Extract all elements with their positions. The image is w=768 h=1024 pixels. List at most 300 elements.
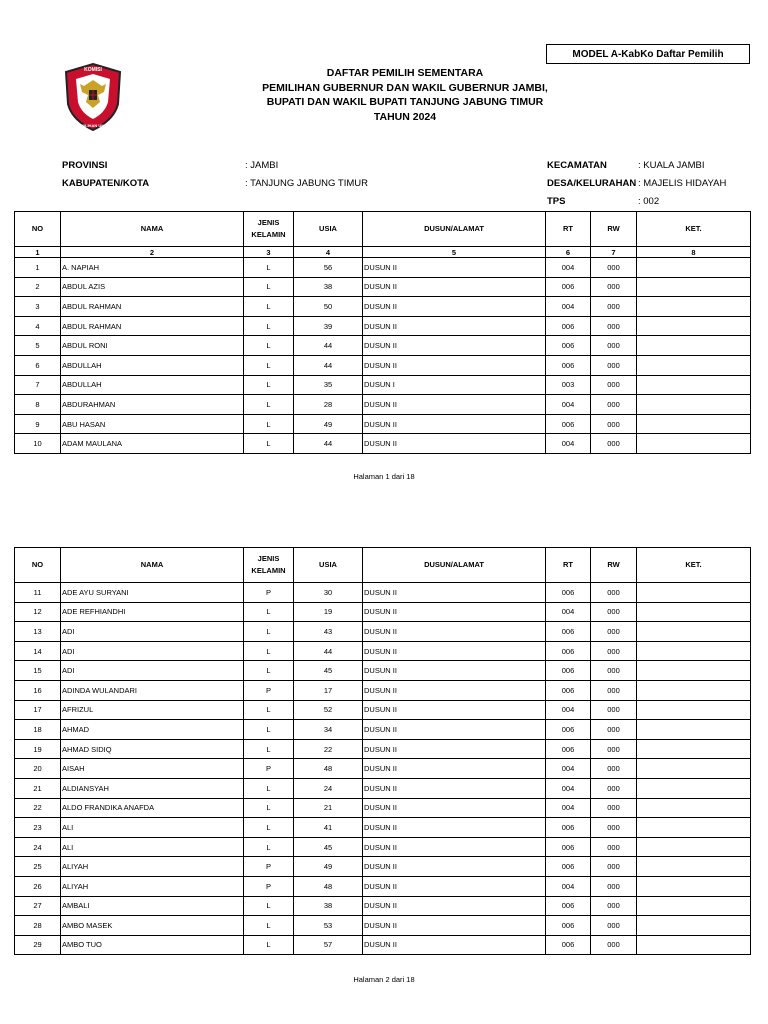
cell-no: 28: [15, 916, 61, 936]
table-row: [15, 414, 751, 434]
cell-rt: 006: [546, 661, 591, 681]
cell-rt: 006: [546, 837, 591, 857]
table-row: [15, 336, 751, 356]
table-row: [15, 837, 751, 857]
kecamatan-label: KECAMATAN: [547, 160, 607, 171]
cell-rw: 000: [591, 857, 637, 877]
table-row: [15, 395, 751, 415]
cell-alamat: DUSUN II: [363, 837, 546, 857]
cell-no: 8: [15, 395, 61, 415]
cell-rt: 006: [546, 720, 591, 740]
cell-rw: 000: [591, 395, 637, 415]
header-usia: USIA: [294, 212, 363, 247]
header-no: NO: [15, 212, 61, 247]
cell-ket: [637, 896, 751, 916]
table-row: [15, 602, 751, 622]
cell-jenis-kelamin: L: [244, 375, 294, 395]
cell-rt: 006: [546, 680, 591, 700]
cell-alamat: DUSUN II: [363, 680, 546, 700]
cell-nama: ABDUL AZIS: [61, 277, 244, 297]
cell-alamat: DUSUN II: [363, 395, 546, 415]
voter-table-page-1: [14, 211, 751, 454]
table-row: [15, 355, 751, 375]
cell-alamat: DUSUN II: [363, 661, 546, 681]
cell-ket: [637, 916, 751, 936]
cell-rw: 000: [591, 759, 637, 779]
cell-no: 13: [15, 622, 61, 642]
cell-no: 10: [15, 434, 61, 454]
cell-rw: 000: [591, 661, 637, 681]
cell-nama: ADI: [61, 661, 244, 681]
cell-rt: 004: [546, 602, 591, 622]
header-nama: NAMA: [61, 548, 244, 583]
cell-usia: 52: [294, 700, 363, 720]
cell-rw: 000: [591, 316, 637, 336]
table-row: [15, 316, 751, 336]
cell-rt: 006: [546, 857, 591, 877]
cell-no: 27: [15, 896, 61, 916]
column-number: 4: [294, 247, 363, 258]
cell-no: 22: [15, 798, 61, 818]
table-row: [15, 641, 751, 661]
header-usia: USIA: [294, 548, 363, 583]
table-row: [15, 857, 751, 877]
cell-nama: AHMAD: [61, 720, 244, 740]
cell-usia: 44: [294, 641, 363, 661]
cell-rw: 000: [591, 297, 637, 317]
table-row: [15, 818, 751, 838]
column-number: 6: [546, 247, 591, 258]
table-row: [15, 896, 751, 916]
cell-nama: ABDULLAH: [61, 375, 244, 395]
cell-ket: [637, 641, 751, 661]
cell-rw: 000: [591, 837, 637, 857]
cell-ket: [637, 395, 751, 415]
cell-jenis-kelamin: L: [244, 297, 294, 317]
cell-rw: 000: [591, 602, 637, 622]
cell-jenis-kelamin: L: [244, 316, 294, 336]
cell-nama: A. NAPIAH: [61, 258, 244, 278]
cell-alamat: DUSUN II: [363, 798, 546, 818]
cell-usia: 44: [294, 355, 363, 375]
header-jk-line1: JENIS: [257, 554, 280, 563]
cell-rw: 000: [591, 355, 637, 375]
cell-nama: ABDULLAH: [61, 355, 244, 375]
table-row: [15, 297, 751, 317]
header-jenis-kelamin: [244, 548, 294, 583]
title-line-2: PEMILIHAN GUBERNUR DAN WAKIL GUBERNUR JAMBI,: [262, 81, 548, 94]
cell-no: 3: [15, 297, 61, 317]
cell-alamat: DUSUN II: [363, 935, 546, 955]
cell-nama: ALIYAH: [61, 857, 244, 877]
cell-ket: [637, 661, 751, 681]
cell-ket: [637, 414, 751, 434]
cell-rt: 006: [546, 935, 591, 955]
cell-rt: 004: [546, 798, 591, 818]
document-title: [230, 66, 580, 124]
cell-rw: 000: [591, 622, 637, 642]
cell-nama: ADE AYU SURYANI: [61, 583, 244, 603]
header-alamat: DUSUN/ALAMAT: [363, 548, 546, 583]
cell-no: 6: [15, 355, 61, 375]
table-row: [15, 622, 751, 642]
cell-no: 15: [15, 661, 61, 681]
header-rw: RW: [591, 548, 637, 583]
cell-nama: ALI: [61, 837, 244, 857]
cell-rt: 006: [546, 641, 591, 661]
cell-alamat: DUSUN II: [363, 720, 546, 740]
cell-jenis-kelamin: L: [244, 336, 294, 356]
cell-alamat: DUSUN II: [363, 414, 546, 434]
cell-rt: 006: [546, 316, 591, 336]
cell-rw: 000: [591, 720, 637, 740]
cell-ket: [637, 336, 751, 356]
table-row: [15, 258, 751, 278]
kabupaten-label: KABUPATEN/KOTA: [62, 178, 150, 189]
column-number: 8: [637, 247, 751, 258]
cell-usia: 57: [294, 935, 363, 955]
cell-jenis-kelamin: L: [244, 355, 294, 375]
cell-rt: 006: [546, 916, 591, 936]
cell-rw: 000: [591, 798, 637, 818]
cell-usia: 48: [294, 759, 363, 779]
column-number: 2: [61, 247, 244, 258]
cell-rw: 000: [591, 641, 637, 661]
cell-usia: 30: [294, 583, 363, 603]
cell-no: 18: [15, 720, 61, 740]
cell-rt: 004: [546, 700, 591, 720]
cell-nama: ABDUL RAHMAN: [61, 316, 244, 336]
cell-nama: ABDUL RAHMAN: [61, 297, 244, 317]
cell-rt: 004: [546, 434, 591, 454]
cell-jenis-kelamin: L: [244, 622, 294, 642]
cell-alamat: DUSUN II: [363, 876, 546, 896]
page-footer-1: Halaman 1 dari 18: [353, 472, 415, 481]
title-line-1: DAFTAR PEMILIH SEMENTARA: [326, 67, 484, 79]
cell-ket: [637, 434, 751, 454]
cell-usia: 17: [294, 680, 363, 700]
column-number: 7: [591, 247, 637, 258]
cell-rt: 004: [546, 258, 591, 278]
cell-rt: 006: [546, 277, 591, 297]
cell-rt: 004: [546, 759, 591, 779]
cell-jenis-kelamin: L: [244, 896, 294, 916]
cell-no: 1: [15, 258, 61, 278]
cell-no: 16: [15, 680, 61, 700]
cell-alamat: DUSUN II: [363, 583, 546, 603]
cell-jenis-kelamin: P: [244, 680, 294, 700]
cell-usia: 43: [294, 622, 363, 642]
cell-jenis-kelamin: L: [244, 916, 294, 936]
cell-jenis-kelamin: L: [244, 395, 294, 415]
cell-alamat: DUSUN II: [363, 739, 546, 759]
cell-rt: 004: [546, 876, 591, 896]
cell-alamat: DUSUN II: [363, 818, 546, 838]
cell-rt: 006: [546, 414, 591, 434]
cell-nama: AMBO MASEK: [61, 916, 244, 936]
logo-top-text: KOMISI: [84, 67, 102, 73]
header-ket: KET.: [637, 212, 751, 247]
cell-usia: 19: [294, 602, 363, 622]
cell-rt: 004: [546, 297, 591, 317]
cell-nama: ALDIANSYAH: [61, 778, 244, 798]
table-row: [15, 720, 751, 740]
column-number-row: [15, 247, 751, 258]
cell-alamat: DUSUN II: [363, 857, 546, 877]
cell-rw: 000: [591, 434, 637, 454]
cell-usia: 39: [294, 316, 363, 336]
cell-jenis-kelamin: P: [244, 583, 294, 603]
header-rt: RT: [546, 212, 591, 247]
cell-nama: ABU HASAN: [61, 414, 244, 434]
header-no: NO: [15, 548, 61, 583]
cell-rw: 000: [591, 876, 637, 896]
cell-no: 21: [15, 778, 61, 798]
cell-usia: 22: [294, 739, 363, 759]
cell-ket: [637, 739, 751, 759]
cell-no: 11: [15, 583, 61, 603]
cell-rw: 000: [591, 680, 637, 700]
header-rw: RW: [591, 212, 637, 247]
cell-rw: 000: [591, 414, 637, 434]
cell-jenis-kelamin: L: [244, 602, 294, 622]
cell-nama: ADI: [61, 622, 244, 642]
cell-alamat: DUSUN II: [363, 700, 546, 720]
cell-alamat: DUSUN II: [363, 355, 546, 375]
cell-ket: [637, 778, 751, 798]
cell-rw: 000: [591, 336, 637, 356]
cell-usia: 53: [294, 916, 363, 936]
table-row: [15, 759, 751, 779]
header-rt: RT: [546, 548, 591, 583]
cell-ket: [637, 720, 751, 740]
cell-nama: AMBO TUO: [61, 935, 244, 955]
cell-jenis-kelamin: L: [244, 661, 294, 681]
cell-nama: ADI: [61, 641, 244, 661]
cell-ket: [637, 316, 751, 336]
cell-rw: 000: [591, 739, 637, 759]
cell-rw: 000: [591, 896, 637, 916]
tps-value: : 002: [638, 196, 660, 207]
table-row: [15, 277, 751, 297]
cell-ket: [637, 935, 751, 955]
cell-no: 12: [15, 602, 61, 622]
cell-usia: 45: [294, 661, 363, 681]
cell-ket: [637, 876, 751, 896]
cell-nama: ALDO FRANDIKA ANAFDA: [61, 798, 244, 818]
table-row: [15, 583, 751, 603]
cell-no: 23: [15, 818, 61, 838]
logo-bottom-text: PEMILIHAN UMUM: [75, 123, 111, 128]
table-row: [15, 778, 751, 798]
cell-ket: [637, 583, 751, 603]
cell-alamat: DUSUN II: [363, 916, 546, 936]
cell-nama: ALI: [61, 818, 244, 838]
cell-alamat: DUSUN I: [363, 375, 546, 395]
cell-usia: 38: [294, 277, 363, 297]
cell-rw: 000: [591, 916, 637, 936]
cell-jenis-kelamin: L: [244, 434, 294, 454]
cell-ket: [637, 277, 751, 297]
provinsi-value: : JAMBI: [245, 160, 279, 171]
cell-ket: [637, 857, 751, 877]
cell-rw: 000: [591, 258, 637, 278]
cell-no: 9: [15, 414, 61, 434]
cell-alamat: DUSUN II: [363, 258, 546, 278]
cell-no: 4: [15, 316, 61, 336]
cell-no: 29: [15, 935, 61, 955]
cell-alamat: DUSUN II: [363, 297, 546, 317]
tps-label: TPS: [547, 196, 566, 207]
cell-jenis-kelamin: L: [244, 798, 294, 818]
table-row: [15, 916, 751, 936]
header-jk-line1: JENIS: [257, 218, 280, 227]
cell-rw: 000: [591, 700, 637, 720]
cell-ket: [637, 258, 751, 278]
cell-no: 7: [15, 375, 61, 395]
kecamatan-value: : KUALA JAMBI: [638, 160, 705, 171]
header-alamat: DUSUN/ALAMAT: [363, 212, 546, 247]
cell-rt: 006: [546, 739, 591, 759]
cell-ket: [637, 700, 751, 720]
table-row: [15, 680, 751, 700]
cell-nama: ALIYAH: [61, 876, 244, 896]
cell-usia: 56: [294, 258, 363, 278]
title-line-4: TAHUN 2024: [373, 110, 437, 123]
cell-usia: 45: [294, 837, 363, 857]
title-line-3: BUPATI DAN WAKIL BUPATI TANJUNG JABUNG TIMUR: [266, 96, 544, 108]
cell-jenis-kelamin: L: [244, 837, 294, 857]
cell-rw: 000: [591, 818, 637, 838]
cell-rt: 006: [546, 818, 591, 838]
cell-rw: 000: [591, 583, 637, 603]
desa-value: : MAJELIS HIDAYAH: [638, 178, 727, 189]
cell-rw: 000: [591, 778, 637, 798]
cell-nama: ADE REFHIANDHI: [61, 602, 244, 622]
cell-ket: [637, 297, 751, 317]
model-label: MODEL A-KabKo Daftar Pemilih: [546, 44, 750, 64]
cell-alamat: DUSUN II: [363, 277, 546, 297]
column-number: 5: [363, 247, 546, 258]
cell-jenis-kelamin: L: [244, 818, 294, 838]
cell-no: 26: [15, 876, 61, 896]
table-row: [15, 935, 751, 955]
cell-alamat: DUSUN II: [363, 759, 546, 779]
cell-no: 2: [15, 277, 61, 297]
cell-usia: 24: [294, 778, 363, 798]
voter-table-page-2: [14, 547, 751, 955]
table-row: [15, 739, 751, 759]
cell-alamat: DUSUN II: [363, 622, 546, 642]
cell-ket: [637, 680, 751, 700]
desa-label: DESA/KELURAHAN: [547, 178, 637, 189]
cell-jenis-kelamin: P: [244, 759, 294, 779]
cell-alamat: DUSUN II: [363, 316, 546, 336]
cell-ket: [637, 798, 751, 818]
cell-nama: ADAM MAULANA: [61, 434, 244, 454]
column-number: 3: [244, 247, 294, 258]
cell-alamat: DUSUN II: [363, 336, 546, 356]
cell-usia: 50: [294, 297, 363, 317]
cell-no: 24: [15, 837, 61, 857]
column-number: 1: [15, 247, 61, 258]
cell-no: 19: [15, 739, 61, 759]
cell-usia: 21: [294, 798, 363, 818]
cell-alamat: DUSUN II: [363, 641, 546, 661]
cell-rt: 004: [546, 395, 591, 415]
cell-jenis-kelamin: L: [244, 277, 294, 297]
cell-no: 25: [15, 857, 61, 877]
cell-nama: AMBALI: [61, 896, 244, 916]
cell-rt: 004: [546, 778, 591, 798]
header-jk-line2: KELAMIN: [251, 230, 286, 239]
cell-ket: [637, 622, 751, 642]
cell-ket: [637, 375, 751, 395]
kabupaten-value: : TANJUNG JABUNG TIMUR: [245, 178, 368, 189]
cell-jenis-kelamin: L: [244, 720, 294, 740]
cell-nama: AISAH: [61, 759, 244, 779]
cell-rw: 000: [591, 935, 637, 955]
cell-ket: [637, 818, 751, 838]
cell-rt: 003: [546, 375, 591, 395]
cell-usia: 35: [294, 375, 363, 395]
cell-nama: AHMAD SIDIQ: [61, 739, 244, 759]
table-row: [15, 661, 751, 681]
cell-usia: 49: [294, 414, 363, 434]
cell-ket: [637, 837, 751, 857]
cell-usia: 28: [294, 395, 363, 415]
cell-usia: 48: [294, 876, 363, 896]
cell-rt: 006: [546, 583, 591, 603]
cell-alamat: DUSUN II: [363, 602, 546, 622]
header-ket: KET.: [637, 548, 751, 583]
cell-no: 5: [15, 336, 61, 356]
cell-nama: ADINDA WULANDARI: [61, 680, 244, 700]
header-jk-line2: KELAMIN: [251, 566, 286, 575]
cell-rt: 006: [546, 896, 591, 916]
cell-jenis-kelamin: L: [244, 700, 294, 720]
cell-rt: 006: [546, 336, 591, 356]
cell-rt: 006: [546, 622, 591, 642]
cell-ket: [637, 355, 751, 375]
cell-jenis-kelamin: L: [244, 258, 294, 278]
cell-jenis-kelamin: P: [244, 876, 294, 896]
cell-alamat: DUSUN II: [363, 434, 546, 454]
cell-jenis-kelamin: L: [244, 935, 294, 955]
header-nama: NAMA: [61, 212, 244, 247]
table-row: [15, 700, 751, 720]
cell-usia: 44: [294, 336, 363, 356]
cell-usia: 34: [294, 720, 363, 740]
table-row: [15, 798, 751, 818]
cell-rw: 000: [591, 375, 637, 395]
cell-jenis-kelamin: P: [244, 857, 294, 877]
page-footer-2: Halaman 2 dari 18: [353, 975, 415, 984]
cell-usia: 38: [294, 896, 363, 916]
cell-nama: ABDUL RONI: [61, 336, 244, 356]
cell-usia: 41: [294, 818, 363, 838]
cell-nama: ABDURAHMAN: [61, 395, 244, 415]
cell-rt: 006: [546, 355, 591, 375]
cell-nama: AFRIZUL: [61, 700, 244, 720]
cell-no: 20: [15, 759, 61, 779]
table-row: [15, 434, 751, 454]
kpu-logo: [62, 62, 124, 132]
cell-ket: [637, 759, 751, 779]
cell-jenis-kelamin: L: [244, 739, 294, 759]
cell-rw: 000: [591, 277, 637, 297]
cell-jenis-kelamin: L: [244, 414, 294, 434]
